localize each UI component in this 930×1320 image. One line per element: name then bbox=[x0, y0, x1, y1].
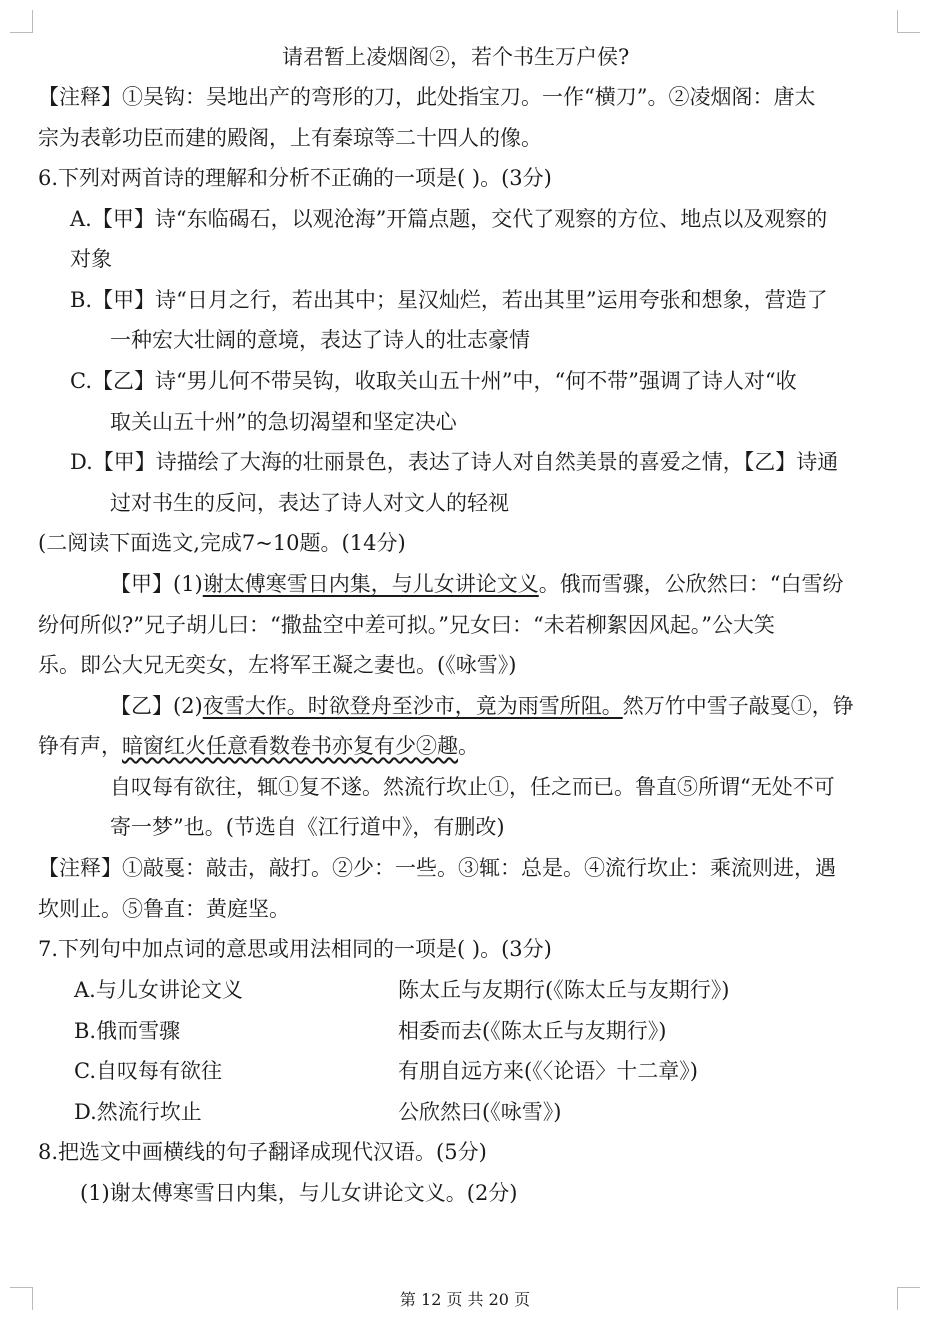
passage-yi-label: 【乙】(2) bbox=[110, 694, 203, 718]
q6-option-d-line-2: 过对书生的反问，表达了诗人对文人的轻视 bbox=[110, 491, 509, 515]
passage-yi-line-2-end: 。 bbox=[458, 734, 479, 758]
q6-option-c-line-1: C.【乙】诗“男儿何不带吴钩，收取关山五十州”中，“何不带”强调了诗人对“收 bbox=[70, 369, 797, 393]
section-2-heading: (二阅读下面选文,完成7~10题。(14分) bbox=[38, 531, 406, 555]
passage-yi-wavy-sentence: 暗窗红火任意看数卷书亦复有少②趣 bbox=[122, 734, 458, 758]
page-footer: 第 12 页 共 20 页 bbox=[399, 1290, 531, 1309]
q6-option-a-line-2: 对象 bbox=[70, 247, 112, 271]
q7-option-a-right: 陈太丘与友期行(《陈太丘与友期行》) bbox=[398, 978, 730, 1002]
note2-line-2: 坎则止。⑤鲁直：黄庭坚。 bbox=[38, 897, 290, 921]
question-7: 7.下列句中加点词的意思或用法相同的一项是( )。(3分) bbox=[38, 937, 552, 961]
question-8: 8.把选文中画横线的句子翻译成现代汉语。(5分) bbox=[38, 1140, 487, 1164]
passage-yi-rest: 然万竹中雪子敲戛①，铮 bbox=[622, 694, 854, 718]
passage-jia-line-1 bbox=[110, 569, 844, 599]
passage-yi-line-1 bbox=[110, 691, 854, 721]
q7-option-d-right: 公欣然曰(《咏雪》) bbox=[398, 1100, 562, 1124]
note1-line-2: 宗为表彰功臣而建的殿阁，上有秦琼等二十四人的像。 bbox=[38, 126, 542, 150]
q8-subquestion-1: (1)谢太傅寒雪日内集，与儿女讲论文义。(2分) bbox=[80, 1181, 518, 1205]
crop-mark-top-left bbox=[10, 10, 33, 33]
q7-option-b-right: 相委而去(《陈太丘与友期行》) bbox=[398, 1019, 667, 1043]
q7-option-b-left: B.俄而雪骤 bbox=[74, 1019, 181, 1043]
passage-yi-line-2 bbox=[38, 731, 479, 761]
passage-jia-underlined-sentence: 谢太傅寒雪日内集，与儿女讲论文义 bbox=[202, 572, 539, 596]
note1-line-1: 【注释】①吴钩：吴地出产的弯形的刀，此处指宝刀。一作“横刀”。②凌烟阁：唐太 bbox=[38, 85, 816, 109]
q6-option-b-line-1: B.【甲】诗“日月之行，若出其中；星汉灿烂，若出其里”运用夸张和想象，营造了 bbox=[70, 288, 828, 312]
q7-option-c-left: C.自叹每有欲往 bbox=[74, 1059, 222, 1083]
passage-jia-rest: 。俄而雪骤，公欣然曰：“白雪纷 bbox=[538, 572, 844, 596]
passage-jia-line-3: 乐。即公大兄无奕女，左将军王凝之妻也。(《咏雪》) bbox=[38, 653, 517, 677]
q7-option-a-left: A.与儿女讲论文义 bbox=[74, 978, 243, 1002]
note2-line-1: 【注释】①敲戛：敲击，敲打。②少：一些。③辄：总是。④流行坎止：乘流则进，遇 bbox=[38, 856, 836, 880]
passage-yi-line-2-start: 铮有声， bbox=[38, 734, 122, 758]
q6-option-b-line-2: 一种宏大壮阔的意境，表达了诗人的壮志豪情 bbox=[110, 328, 530, 352]
q7-option-c-right: 有朋自远方来(《〈论语〉十二章》) bbox=[398, 1059, 698, 1083]
q6-option-d-line-1: D.【甲】诗描绘了大海的壮丽景色，表达了诗人对自然美景的喜爱之情，【乙】诗通 bbox=[70, 450, 839, 474]
passage-jia-label: 【甲】(1) bbox=[110, 572, 203, 596]
q6-option-c-line-2: 取关山五十州”的急切渴望和坚定决心 bbox=[110, 410, 457, 434]
passage-yi-underlined-sentence: 夜雪大作。时欲登舟至沙市，竟为雨雪所阻。 bbox=[202, 694, 623, 718]
q6-option-a-line-1: A.【甲】诗“东临碣石，以观沧海”开篇点题，交代了观察的方位、地点以及观察的 bbox=[70, 207, 828, 231]
poem-last-line: 请君暂上凌烟阁②，若个书生万户侯? bbox=[282, 45, 630, 69]
q7-option-d-left: D.然流行坎止 bbox=[74, 1100, 202, 1124]
passage-jia-line-2: 纷何所似?”兄子胡儿曰：“撒盐空中差可拟。”兄女曰：“未若柳絮因风起。”公大笑 bbox=[38, 613, 775, 637]
passage-yi-line-4: 寄一梦”也。(节选自《江行道中》，有删改) bbox=[110, 815, 505, 839]
passage-yi-line-3: 自叹每有欲往，辄①复不遂。然流行坎止①，任之而已。鲁直⑤所谓“无处不可 bbox=[110, 775, 835, 799]
crop-mark-top-right bbox=[897, 10, 920, 33]
question-6: 6.下列对两首诗的理解和分析不正确的一项是( )。(3分) bbox=[38, 166, 552, 190]
